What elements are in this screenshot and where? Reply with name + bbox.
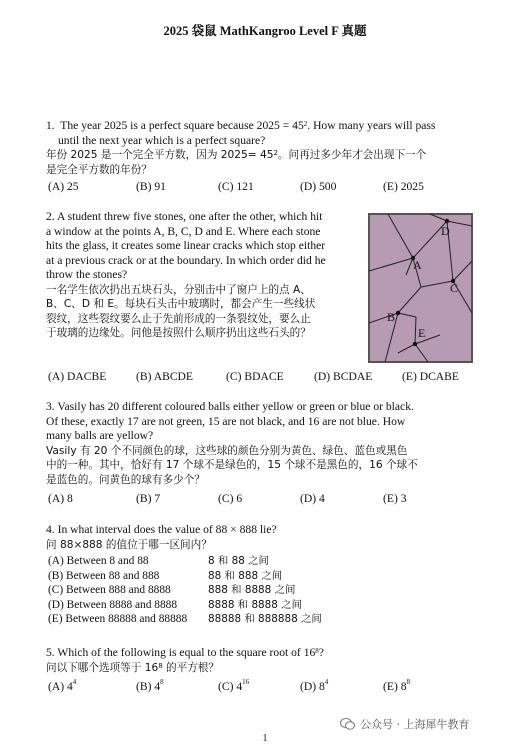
question-3: 3. Vasily has 20 different coloured balls either yellow or green or blue or black. Of these, exactly 17 are not green, 15 are not black, and 16 are not blue. How many balls are yellow? Vasily 有 20 个不同颜色的球，这些球的颜色分别为黄色、绿色、蓝色或黑色 中的一种。其中，恰好有 17 个球不是绿色的，15 个球不是黑色的，16 个球不 是蓝色的。问黄色的球有多少个？ bbox=[46, 400, 418, 486]
q3-options bbox=[48, 492, 407, 505]
option-row: (E) Between 88888 and 88888 88888 和 888888 之间 bbox=[48, 613, 322, 626]
option: (C) 121 bbox=[218, 180, 254, 193]
option: (B) ABCDE bbox=[136, 370, 194, 383]
option: (D) $8^4$ bbox=[300, 678, 329, 693]
option: (C) 6 bbox=[218, 492, 243, 505]
page-title: 2025 袋鼠 MathKangroo Level F 真题 bbox=[163, 24, 367, 38]
window-cracks-figure bbox=[368, 213, 473, 363]
label-d: D bbox=[441, 224, 450, 238]
watermark: 公众号 · 上海犀牛教育 bbox=[340, 716, 470, 732]
question-1 bbox=[46, 119, 486, 177]
question-5: 5. Which of the following is equal to the square root of $16^8$? 问以下哪个选项等于 $16^8$ 的平方根？ bbox=[46, 646, 324, 674]
q1-chinese-2: 是完全平方数的年份？ bbox=[46, 163, 152, 176]
option: (A) 8 bbox=[48, 492, 73, 505]
q2-options bbox=[48, 370, 459, 383]
q1-english-2: until the next year which is a perfect square? bbox=[58, 133, 266, 147]
option: (B) 7 bbox=[136, 492, 161, 505]
option: (A) 25 bbox=[48, 180, 79, 193]
option-row: (C) Between 888 and 8888 888 和 8888 之间 bbox=[48, 584, 296, 597]
option: (D) BCDAE bbox=[314, 370, 373, 383]
option: (E) $8^8$ bbox=[383, 678, 410, 693]
option: (A) $4^4$ bbox=[48, 678, 77, 693]
option: (B) $4^8$ bbox=[136, 678, 164, 693]
option-row: (B) Between 88 and 888 88 和 888 之间 bbox=[48, 569, 283, 582]
option: (B) 91 bbox=[136, 180, 166, 193]
option: (E) DCABE bbox=[402, 370, 459, 383]
page-number: 1 bbox=[262, 733, 268, 744]
label-a: A bbox=[413, 258, 422, 272]
q1-options bbox=[48, 180, 424, 193]
point-d bbox=[445, 219, 449, 223]
option: (C) BDACE bbox=[226, 370, 284, 383]
point-b bbox=[396, 311, 400, 315]
option: (D) 500 bbox=[300, 180, 337, 193]
q4-options bbox=[48, 554, 488, 627]
option: (E) 2025 bbox=[383, 180, 424, 193]
option: (A) DACBE bbox=[48, 370, 107, 383]
label-b: B bbox=[387, 310, 396, 324]
option: (D) 4 bbox=[300, 492, 325, 505]
q1-english: 1. The year 2025 is a perfect square because $2025 = 45^2$. How many years will pass bbox=[46, 119, 436, 132]
label-e: E bbox=[418, 326, 426, 340]
q5-options bbox=[48, 680, 410, 693]
option: (C) $4^{16}$ bbox=[218, 678, 250, 693]
point-e bbox=[413, 342, 417, 346]
option-row: (D) Between 8888 and 8888 8888 和 8888 之间 bbox=[48, 598, 302, 611]
option-row: (A) Between 8 and 88 8 和 88 之间 bbox=[48, 555, 269, 567]
question-2: 2. A student threw five stones, one after the other, which hit a window at the points A, B, C, D and E. Where each stone hits the glass, it creates some linear cracks which stop either at a previous crack or at the boundary. In which order did he throw the stones? 一名学生依次扔出五块石头，分别击中了窗户上的点 A、 B、C、D 和 E。每块石头击中玻璃时，都会产生一些线状 裂纹，这些裂纹要么止于先前形成的一条裂纹处，要么止 于玻璃的边缘处。问他是按照什么顺序扔出这些石头的？ bbox=[46, 210, 326, 339]
q1-chinese: 年份 2025 是一个完全平方数，因为 $2025= 45^2$。问再过多少年才会出现下一个 bbox=[46, 149, 427, 161]
question-4: 4. In what interval does the value of 88 × 888 lie? 问 88×888 的值位于哪一区间内？ bbox=[46, 523, 277, 551]
wechat-icon bbox=[340, 718, 355, 730]
label-c: C bbox=[450, 281, 459, 295]
option: (E) 3 bbox=[383, 492, 407, 505]
